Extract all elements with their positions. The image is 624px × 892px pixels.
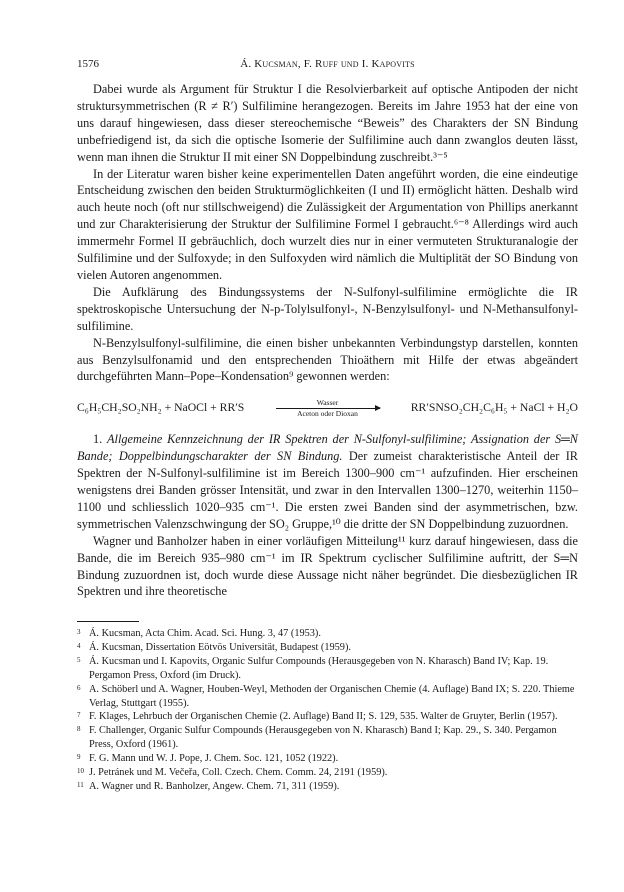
footnote: [77, 683, 578, 711]
footnote-number: 6: [77, 683, 81, 692]
footnote-text: Á. Kucsman, Acta Chim. Acad. Sci. Hung. 3, 47 (1953).: [89, 628, 321, 639]
footnote: [77, 752, 578, 766]
footnote-text: F. Klages, Lehrbuch der Organischen Chemie (2. Auflage) Band II; S. 129, 535. Walter de Gruyter, Berlin (1957).: [89, 711, 558, 723]
paragraph-4: N-Benzylsulfonyl-sulfilimine, die einen bisher unbekannten Verbindungstyp darstellen, konnten aus Benzylsulfonamid und den entsprechenden Thioäthern mit Hilfe der etwas abgeändert durchgeführten Mann–Pope–Kondensation⁹ gewonnen werden:: [77, 335, 578, 384]
article-body: [77, 81, 578, 600]
paragraph-3: Die Aufklärung des Bindungssystems der N-Sulfonyl-sulfilimine ermöglichte die IR spektroskopische Untersuchung der N-p-Tolylsulfonyl-, N-Benzylsulfonyl- und N-Methansulfonyl-sulfilimine.: [77, 284, 578, 333]
footnote: [77, 627, 578, 641]
footnote-text: A. Wagner und R. Banholzer, Angew. Chem. 71, 311 (1959).: [89, 780, 340, 792]
reaction-conditions-below: Aceton oder Dioxan: [297, 409, 358, 419]
footnote: [77, 766, 578, 780]
section-paragraph: [77, 431, 578, 532]
footnote-number: 9: [77, 753, 81, 762]
footnote-text: F. G. Mann und W. J. Pope, J. Chem. Soc. 121, 1052 (1922).: [89, 753, 339, 765]
footnote-number: 10: [77, 767, 84, 776]
footnote: [77, 710, 578, 724]
section-text: Der zumeist charakteristische Anteil der IR Spektren der N-Sulfonyl-sulfilimine ist im Bereich 1300–900 cm⁻¹ aufzufinden. Hier erscheinen wenigstens drei Banden grösser Intensität, und zwar in den Intervallen 1300–1270, weiterhin 1150–1100 und schliesslich 1020–935 cm⁻¹. Die ersten zwei Banden sind der asymmetrischen, bzw. symmetrischen Valenzschwingung der SO₂ Gruppe,¹⁰ die dritte der SN Doppelbindung zuzuordnen.: [77, 449, 578, 531]
running-head: Á. Kucsman, F. Ruff und I. Kapovits: [240, 58, 415, 70]
page-number: 1576: [77, 58, 99, 70]
footnote-text: J. Petránek und M. Večeřa, Coll. Czech. Chem. Comm. 24, 2191 (1959).: [89, 767, 388, 779]
footnote-rule: [77, 621, 139, 622]
section-heading: Allgemeine Kennzeichnung der IR Spektren der N-Sulfonyl-sulfilimine; Assignation der S═N Bande; Doppelbindungscharakter der SN Bindung.: [77, 432, 579, 464]
footnotes: [77, 627, 578, 794]
footnote-number: 8: [77, 725, 81, 734]
reaction-reactants: C₆H₅CH₂SO₂NH₂ + NaOCl + RR′S: [77, 401, 245, 415]
arrow-line: [276, 408, 380, 409]
reaction-arrow: [276, 399, 380, 418]
footnote-number: 5: [77, 655, 81, 664]
footnote: [77, 724, 578, 752]
paragraph-1: Dabei wurde als Argument für Struktur I die Resolvierbarkeit auf optische Antipoden der nicht struktursymmetrischen (R ≠ R′) Sulfilimine herangezogen. Bereits im Jahre 1953 hat der eine von uns darauf hingewiesen, dass dieser stereochemische “Beweis” des Charakters der SN Bindung unbefriedigend ist, da sich die optische Isomerie der Sulfilimine auch dann zwanglos deuten lässt, wenn man ihnen die Struktur II mit einer SN Doppelbindung zuschreibt.³⁻⁵: [77, 82, 578, 164]
footnote-number: 11: [77, 780, 84, 789]
footnote: [77, 641, 578, 655]
footnote-text: Á. Kucsman und I. Kapovits, Organic Sulfur Compounds (Herausgegeben von N. Kharasch) Band IV; Kap. 19. Pergamon Press, Oxford (im Druck).: [89, 655, 549, 681]
page-header: [77, 57, 578, 71]
footnote-text: A. Schöberl und A. Wagner, Houben-Weyl, Methoden der Organischen Chemie (4. Auflage) Band IX; S. 220. Thieme Verlag, Stuttgart (1955).: [89, 683, 575, 709]
paragraph-2: In der Literatur waren bisher keine experimentellen Daten angeführt worden, die eine eindeutige Entscheidung zwischen den beiden Strukturmöglichkeiten (I und II) ermöglicht hätten. Deshalb wird auch heute noch (oft nur stillschweigend) die Zulässigkeit der Argumentation von Phillips anerkannt und zur Charakterisierung der Struktur der Sulfilimine Formel I gebraucht.⁶⁻⁸ Allerdings wird auch immermehr Formel II gebräuchlich, doch wurzelt dies nur in einer vermuteten Strukturanalogie der Sulfilimine und der Sulfoxyde; in den Sulfoxyden wird nämlich die Multiplität der SO Bindung von vielen Autoren angenommen.: [77, 166, 578, 282]
paragraph-last: Wagner und Banholzer haben in einer vorläufigen Mitteilung¹¹ kurz darauf hingewiesen, dass die Bande, die im Bereich 935–980 cm⁻¹ im IR Spektrum cyclischer Sulfilimine auftritt, der S═N Bindung zuzuordnen ist, doch wurde diese Aussage nicht näher begründet. Die diesbezüglichen IR Spektren und ihre theoretische: [77, 533, 578, 599]
section-number: 1.: [93, 432, 103, 447]
footnote-number: 7: [77, 711, 81, 720]
reaction-conditions-above: Wasser: [316, 398, 339, 408]
reaction-equation: [77, 399, 578, 418]
footnote-number: 4: [77, 641, 81, 650]
footnote: [77, 655, 578, 683]
footnote-text: Á. Kucsman, Dissertation Eötvös Universität, Budapest (1959).: [89, 641, 351, 653]
footnote-text: F. Challenger, Organic Sulfur Compounds (Herausgegeben von N. Kharasch) Band I; Kap. 29., S. 340. Pergamon Press, Oxford (1961).: [89, 725, 557, 751]
footnote: [77, 780, 578, 794]
footnote-number: 3: [77, 628, 81, 636]
reaction-products: RR′SNSO₂CH₂C₆H₅ + NaCl + H₂O: [410, 401, 578, 415]
